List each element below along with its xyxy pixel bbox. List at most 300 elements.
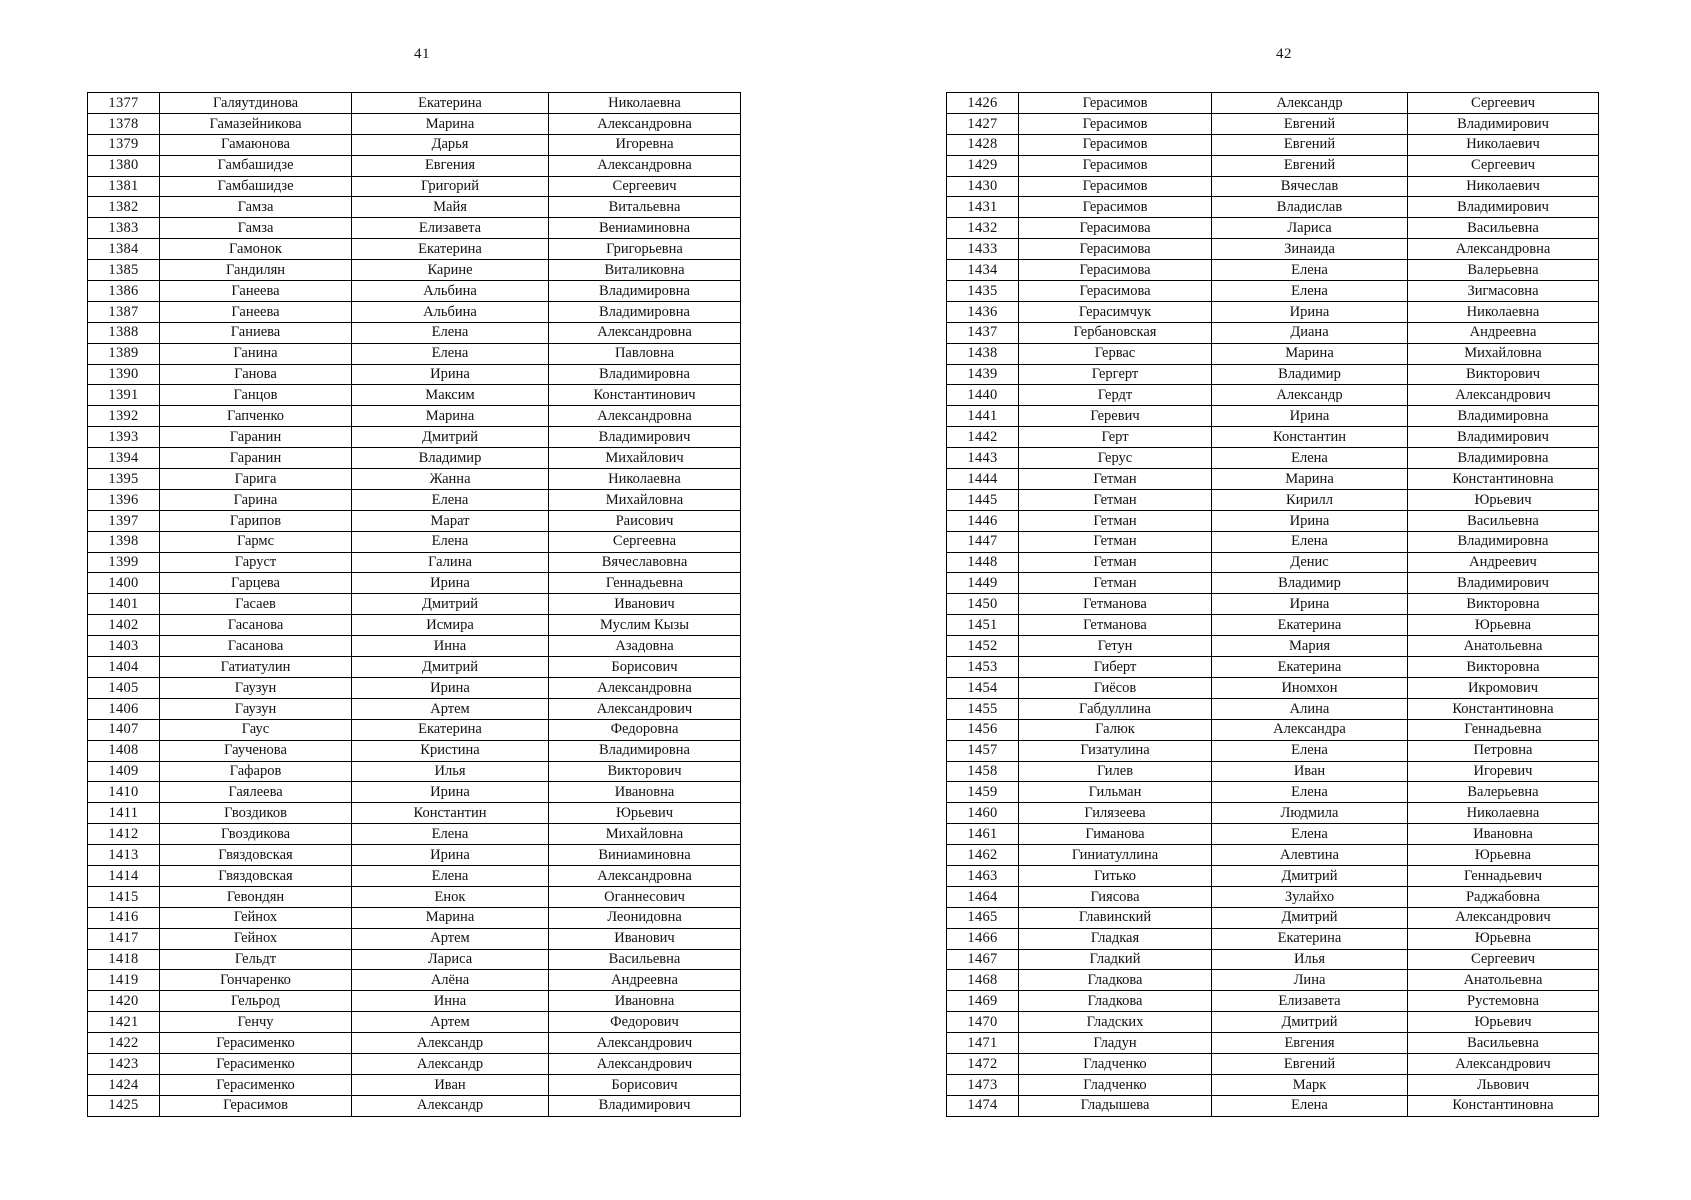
- surname-cell: Герасименко: [160, 1074, 352, 1095]
- patronymic-cell: Васильевна: [1408, 218, 1599, 239]
- surname-cell: Гарига: [160, 469, 352, 490]
- table-row: [947, 761, 1599, 782]
- record-number-cell: 1377: [88, 93, 160, 114]
- patronymic-cell: Николаевич: [1408, 134, 1599, 155]
- surname-cell: Гладкая: [1019, 928, 1212, 949]
- table-row: [88, 406, 741, 427]
- table-row: [947, 239, 1599, 260]
- first-name-cell: Исмира: [352, 615, 549, 636]
- table-row: [947, 281, 1599, 302]
- table-row: [947, 552, 1599, 573]
- table-row: [947, 260, 1599, 281]
- first-name-cell: Инна: [352, 636, 549, 657]
- record-number-cell: 1441: [947, 406, 1019, 427]
- record-number-cell: 1440: [947, 385, 1019, 406]
- patronymic-cell: Владимирович: [1408, 427, 1599, 448]
- record-number-cell: 1417: [88, 928, 160, 949]
- table-row: [947, 677, 1599, 698]
- surname-cell: Гетман: [1019, 469, 1212, 490]
- first-name-cell: Александр: [352, 1095, 549, 1116]
- patronymic-cell: Геннадьевич: [1408, 865, 1599, 886]
- table-row: [947, 218, 1599, 239]
- table-row: [88, 385, 741, 406]
- record-number-cell: 1399: [88, 552, 160, 573]
- table-row: [88, 552, 741, 573]
- surname-cell: Герасимова: [1019, 218, 1212, 239]
- surname-cell: Гельрод: [160, 991, 352, 1012]
- table-row: [88, 615, 741, 636]
- first-name-cell: Иномхон: [1212, 677, 1408, 698]
- patronymic-cell: Ивановна: [549, 991, 741, 1012]
- first-name-cell: Дмитрий: [1212, 907, 1408, 928]
- first-name-cell: Евгения: [1212, 1033, 1408, 1054]
- first-name-cell: Евгений: [1212, 1053, 1408, 1074]
- first-name-cell: Александр: [1212, 93, 1408, 114]
- record-number-cell: 1427: [947, 113, 1019, 134]
- record-number-cell: 1415: [88, 886, 160, 907]
- surname-cell: Гаученова: [160, 740, 352, 761]
- record-number-cell: 1437: [947, 322, 1019, 343]
- patronymic-cell: Юрьевич: [1408, 489, 1599, 510]
- surname-cell: Гергерт: [1019, 364, 1212, 385]
- record-number-cell: 1389: [88, 343, 160, 364]
- table-row: [88, 740, 741, 761]
- patronymic-cell: Владимировна: [549, 281, 741, 302]
- surname-cell: Герасимов: [160, 1095, 352, 1116]
- record-number-cell: 1394: [88, 448, 160, 469]
- record-number-cell: 1442: [947, 427, 1019, 448]
- patronymic-cell: Викторович: [549, 761, 741, 782]
- table-row: [88, 594, 741, 615]
- table-row: [88, 469, 741, 490]
- first-name-cell: Елена: [1212, 448, 1408, 469]
- first-name-cell: Елена: [352, 343, 549, 364]
- first-name-cell: Александра: [1212, 719, 1408, 740]
- table-row: [947, 657, 1599, 678]
- table-row: [88, 970, 741, 991]
- surname-cell: Гарипов: [160, 510, 352, 531]
- table-row: [947, 970, 1599, 991]
- record-number-cell: 1397: [88, 510, 160, 531]
- patronymic-cell: Юрьевна: [1408, 845, 1599, 866]
- first-name-cell: Константин: [352, 803, 549, 824]
- surname-cell: Гвоздикова: [160, 824, 352, 845]
- patronymic-cell: Юрьевна: [1408, 928, 1599, 949]
- table-row: [947, 155, 1599, 176]
- patronymic-cell: Сергеевна: [549, 531, 741, 552]
- record-number-cell: 1434: [947, 260, 1019, 281]
- record-number-cell: 1473: [947, 1074, 1019, 1095]
- patronymic-cell: Константиновна: [1408, 698, 1599, 719]
- record-number-cell: 1386: [88, 281, 160, 302]
- table-row: [88, 782, 741, 803]
- surname-cell: Гамбашидзе: [160, 155, 352, 176]
- table-row: [88, 260, 741, 281]
- record-number-cell: 1402: [88, 615, 160, 636]
- surname-cell: Гатиатулин: [160, 657, 352, 678]
- first-name-cell: Вячеслав: [1212, 176, 1408, 197]
- record-number-cell: 1457: [947, 740, 1019, 761]
- patronymic-cell: Юрьевич: [549, 803, 741, 824]
- surname-cell: Главинский: [1019, 907, 1212, 928]
- surname-cell: Гилязеева: [1019, 803, 1212, 824]
- table-row: [947, 1012, 1599, 1033]
- surname-cell: Гаранин: [160, 448, 352, 469]
- patronymic-cell: Николаевна: [549, 93, 741, 114]
- record-number-cell: 1464: [947, 886, 1019, 907]
- patronymic-cell: Александрович: [549, 1033, 741, 1054]
- patronymic-cell: Владимирович: [1408, 113, 1599, 134]
- table-row: [88, 803, 741, 824]
- table-row: [947, 134, 1599, 155]
- first-name-cell: Артем: [352, 928, 549, 949]
- surname-cell: Герасименко: [160, 1053, 352, 1074]
- record-number-cell: 1422: [88, 1033, 160, 1054]
- first-name-cell: Марина: [1212, 343, 1408, 364]
- surname-cell: Гарина: [160, 489, 352, 510]
- record-number-cell: 1451: [947, 615, 1019, 636]
- first-name-cell: Григорий: [352, 176, 549, 197]
- record-number-cell: 1393: [88, 427, 160, 448]
- surname-cell: Гармс: [160, 531, 352, 552]
- record-number-cell: 1449: [947, 573, 1019, 594]
- table-row: [88, 510, 741, 531]
- record-number-cell: 1392: [88, 406, 160, 427]
- first-name-cell: Константин: [1212, 427, 1408, 448]
- surname-cell: Герасимов: [1019, 134, 1212, 155]
- table-row: [88, 176, 741, 197]
- record-number-cell: 1381: [88, 176, 160, 197]
- first-name-cell: Екатерина: [352, 239, 549, 260]
- record-number-cell: 1414: [88, 865, 160, 886]
- table-row: [88, 907, 741, 928]
- patronymic-cell: Константиновна: [1408, 469, 1599, 490]
- record-number-cell: 1400: [88, 573, 160, 594]
- first-name-cell: Александр: [352, 1053, 549, 1074]
- patronymic-cell: Муслим Кызы: [549, 615, 741, 636]
- table-row: [88, 134, 741, 155]
- patronymic-cell: Владимировна: [549, 364, 741, 385]
- record-number-cell: 1405: [88, 677, 160, 698]
- surname-cell: Герасимов: [1019, 176, 1212, 197]
- first-name-cell: Елизавета: [352, 218, 549, 239]
- record-number-cell: 1421: [88, 1012, 160, 1033]
- patronymic-cell: Рустемовна: [1408, 991, 1599, 1012]
- table-row: [88, 197, 741, 218]
- table-row: [88, 761, 741, 782]
- surname-cell: Гаялеева: [160, 782, 352, 803]
- record-number-cell: 1384: [88, 239, 160, 260]
- first-name-cell: Майя: [352, 197, 549, 218]
- table-row: [947, 510, 1599, 531]
- surname-cell: Гвяздовская: [160, 845, 352, 866]
- surname-cell: Гладченко: [1019, 1074, 1212, 1095]
- record-number-cell: 1403: [88, 636, 160, 657]
- surname-cell: Гетман: [1019, 573, 1212, 594]
- surname-cell: Гаус: [160, 719, 352, 740]
- patronymic-cell: Владимирович: [549, 1095, 741, 1116]
- record-number-cell: 1472: [947, 1053, 1019, 1074]
- surname-cell: Гамаюнова: [160, 134, 352, 155]
- table-row: [88, 281, 741, 302]
- patronymic-cell: Сергеевич: [1408, 93, 1599, 114]
- patronymic-cell: Вячеславовна: [549, 552, 741, 573]
- first-name-cell: Евгений: [1212, 155, 1408, 176]
- patronymic-cell: Андреевна: [1408, 322, 1599, 343]
- table-row: [947, 343, 1599, 364]
- surname-cell: Герасимов: [1019, 155, 1212, 176]
- table-row: [88, 1074, 741, 1095]
- first-name-cell: Екатерина: [352, 719, 549, 740]
- record-number-cell: 1398: [88, 531, 160, 552]
- record-number-cell: 1404: [88, 657, 160, 678]
- surname-cell: Гладкий: [1019, 949, 1212, 970]
- first-name-cell: Владимир: [1212, 573, 1408, 594]
- first-name-cell: Дарья: [352, 134, 549, 155]
- first-name-cell: Алёна: [352, 970, 549, 991]
- first-name-cell: Елена: [1212, 824, 1408, 845]
- patronymic-cell: Владимировна: [1408, 448, 1599, 469]
- surname-cell: Гамонок: [160, 239, 352, 260]
- surname-cell: Гандилян: [160, 260, 352, 281]
- table-row: [88, 865, 741, 886]
- table-row: [88, 636, 741, 657]
- table-row: [88, 698, 741, 719]
- surname-cell: Гасанова: [160, 636, 352, 657]
- record-number-cell: 1461: [947, 824, 1019, 845]
- surname-cell: Гитько: [1019, 865, 1212, 886]
- surname-cell: Гвоздиков: [160, 803, 352, 824]
- patronymic-cell: Александровна: [549, 406, 741, 427]
- record-number-cell: 1395: [88, 469, 160, 490]
- first-name-cell: Елена: [1212, 782, 1408, 803]
- record-number-cell: 1406: [88, 698, 160, 719]
- surname-cell: Гладских: [1019, 1012, 1212, 1033]
- table-row: [947, 698, 1599, 719]
- table-row: [947, 719, 1599, 740]
- surname-cell: Герасимчук: [1019, 301, 1212, 322]
- table-row: [88, 531, 741, 552]
- table-row: [88, 677, 741, 698]
- surname-cell: Герасимов: [1019, 197, 1212, 218]
- first-name-cell: Дмитрий: [1212, 865, 1408, 886]
- surname-cell: Гасаев: [160, 594, 352, 615]
- surname-cell: Гизатулина: [1019, 740, 1212, 761]
- patronymic-cell: Валерьевна: [1408, 260, 1599, 281]
- surname-cell: Габдуллина: [1019, 698, 1212, 719]
- surname-cell: Герус: [1019, 448, 1212, 469]
- table-row: [88, 573, 741, 594]
- record-number-cell: 1447: [947, 531, 1019, 552]
- surname-cell: Гладченко: [1019, 1053, 1212, 1074]
- record-number-cell: 1416: [88, 907, 160, 928]
- table-row: [947, 636, 1599, 657]
- patronymic-cell: Николаевна: [549, 469, 741, 490]
- table-row: [947, 949, 1599, 970]
- surname-cell: Гетман: [1019, 489, 1212, 510]
- patronymic-cell: Виталиковна: [549, 260, 741, 281]
- record-number-cell: 1463: [947, 865, 1019, 886]
- table-row: [947, 782, 1599, 803]
- first-name-cell: Галина: [352, 552, 549, 573]
- record-number-cell: 1466: [947, 928, 1019, 949]
- record-number-cell: 1390: [88, 364, 160, 385]
- surname-cell: Гладкова: [1019, 970, 1212, 991]
- patronymic-cell: Зигмасовна: [1408, 281, 1599, 302]
- first-name-cell: Марина: [352, 907, 549, 928]
- first-name-cell: Лариса: [352, 949, 549, 970]
- record-number-cell: 1429: [947, 155, 1019, 176]
- patronymic-cell: Александровна: [549, 677, 741, 698]
- record-number-cell: 1446: [947, 510, 1019, 531]
- surname-cell: Гамза: [160, 197, 352, 218]
- patronymic-cell: Геннадьевна: [549, 573, 741, 594]
- table-row: [947, 489, 1599, 510]
- surname-cell: Гиниатуллина: [1019, 845, 1212, 866]
- record-number-cell: 1462: [947, 845, 1019, 866]
- table-row: [88, 1033, 741, 1054]
- table-row: [88, 364, 741, 385]
- surname-cell: Гладкова: [1019, 991, 1212, 1012]
- first-name-cell: Владимир: [352, 448, 549, 469]
- patronymic-cell: Павловна: [549, 343, 741, 364]
- record-number-cell: 1426: [947, 93, 1019, 114]
- first-name-cell: Зулайхо: [1212, 886, 1408, 907]
- surname-cell: Ганцов: [160, 385, 352, 406]
- first-name-cell: Альбина: [352, 281, 549, 302]
- surname-cell: Геревич: [1019, 406, 1212, 427]
- first-name-cell: Мария: [1212, 636, 1408, 657]
- patronymic-cell: Ивановна: [549, 782, 741, 803]
- first-name-cell: Елена: [1212, 1095, 1408, 1116]
- surname-cell: Генчу: [160, 1012, 352, 1033]
- surname-cell: Гладун: [1019, 1033, 1212, 1054]
- record-number-cell: 1408: [88, 740, 160, 761]
- record-number-cell: 1467: [947, 949, 1019, 970]
- table-row: [947, 93, 1599, 114]
- first-name-cell: Ирина: [1212, 510, 1408, 531]
- patronymic-cell: Оганнесович: [549, 886, 741, 907]
- table-row: [88, 322, 741, 343]
- page-number-right: 42: [1276, 46, 1292, 62]
- first-name-cell: Жанна: [352, 469, 549, 490]
- surname-cell: Гердт: [1019, 385, 1212, 406]
- first-name-cell: Карине: [352, 260, 549, 281]
- first-name-cell: Дмитрий: [1212, 1012, 1408, 1033]
- record-number-cell: 1396: [88, 489, 160, 510]
- record-number-cell: 1439: [947, 364, 1019, 385]
- patronymic-cell: Константиновна: [1408, 1095, 1599, 1116]
- surname-cell: Герасимов: [1019, 93, 1212, 114]
- table-row: [88, 1095, 741, 1116]
- patronymic-cell: Владимировна: [1408, 531, 1599, 552]
- first-name-cell: Иван: [1212, 761, 1408, 782]
- first-name-cell: Ирина: [1212, 594, 1408, 615]
- patronymic-cell: Владимировна: [549, 301, 741, 322]
- record-number-cell: 1448: [947, 552, 1019, 573]
- patronymic-cell: Викторович: [1408, 364, 1599, 385]
- record-number-cell: 1378: [88, 113, 160, 134]
- table-row: [947, 824, 1599, 845]
- record-number-cell: 1407: [88, 719, 160, 740]
- record-number-cell: 1432: [947, 218, 1019, 239]
- table-row: [947, 886, 1599, 907]
- table-row: [88, 845, 741, 866]
- surname-cell: Гетман: [1019, 531, 1212, 552]
- patronymic-cell: Вениаминовна: [549, 218, 741, 239]
- patronymic-cell: Юрьевич: [1408, 1012, 1599, 1033]
- first-name-cell: Марина: [1212, 469, 1408, 490]
- patronymic-cell: Михайловна: [1408, 343, 1599, 364]
- first-name-cell: Елизавета: [1212, 991, 1408, 1012]
- surname-cell: Гетман: [1019, 552, 1212, 573]
- first-name-cell: Екатерина: [1212, 657, 1408, 678]
- first-name-cell: Владимир: [1212, 364, 1408, 385]
- first-name-cell: Дмитрий: [352, 657, 549, 678]
- record-number-cell: 1423: [88, 1053, 160, 1074]
- record-number-cell: 1418: [88, 949, 160, 970]
- table-row: [947, 406, 1599, 427]
- table-row: [88, 343, 741, 364]
- first-name-cell: Елена: [1212, 260, 1408, 281]
- patronymic-cell: Васильевна: [1408, 510, 1599, 531]
- page-number-left: 41: [414, 46, 430, 62]
- table-row: [88, 886, 741, 907]
- surname-cell: Гладышева: [1019, 1095, 1212, 1116]
- patronymic-cell: Сергеевич: [1408, 949, 1599, 970]
- surname-cell: Гамза: [160, 218, 352, 239]
- patronymic-cell: Витальевна: [549, 197, 741, 218]
- patronymic-cell: Сергеевич: [549, 176, 741, 197]
- first-name-cell: Енок: [352, 886, 549, 907]
- table-row: [947, 845, 1599, 866]
- surname-cell: Гиманова: [1019, 824, 1212, 845]
- surname-cell: Гейнох: [160, 928, 352, 949]
- record-number-cell: 1425: [88, 1095, 160, 1116]
- first-name-cell: Зинаида: [1212, 239, 1408, 260]
- record-number-cell: 1458: [947, 761, 1019, 782]
- table-row: [947, 573, 1599, 594]
- patronymic-cell: Николаевич: [1408, 176, 1599, 197]
- patronymic-cell: Николаевна: [1408, 301, 1599, 322]
- first-name-cell: Александр: [352, 1033, 549, 1054]
- patronymic-cell: Игоревна: [549, 134, 741, 155]
- first-name-cell: Ирина: [352, 364, 549, 385]
- table-row: [947, 364, 1599, 385]
- patronymic-cell: Владимирович: [1408, 573, 1599, 594]
- first-name-cell: Алина: [1212, 698, 1408, 719]
- patronymic-cell: Николаевна: [1408, 803, 1599, 824]
- table-row: [947, 615, 1599, 636]
- table-row: [88, 489, 741, 510]
- patronymic-cell: Александрович: [1408, 907, 1599, 928]
- patronymic-cell: Александрович: [1408, 385, 1599, 406]
- first-name-cell: Елена: [352, 865, 549, 886]
- record-number-cell: 1388: [88, 322, 160, 343]
- first-name-cell: Инна: [352, 991, 549, 1012]
- table-row: [947, 469, 1599, 490]
- surname-cell: Ганиева: [160, 322, 352, 343]
- table-row: [88, 155, 741, 176]
- surname-cell: Гаузун: [160, 677, 352, 698]
- patronymic-cell: Александрович: [549, 698, 741, 719]
- first-name-cell: Елена: [352, 531, 549, 552]
- record-number-cell: 1459: [947, 782, 1019, 803]
- first-name-cell: Илья: [1212, 949, 1408, 970]
- table-row: [947, 865, 1599, 886]
- table-row: [947, 113, 1599, 134]
- first-name-cell: Евгений: [1212, 113, 1408, 134]
